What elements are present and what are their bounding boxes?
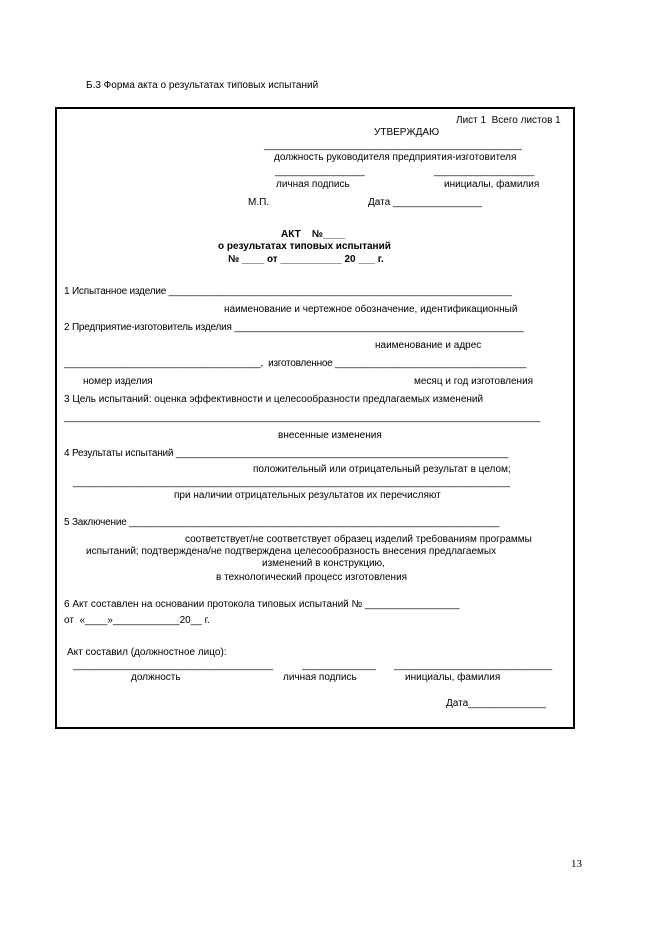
- page-number: 13: [571, 858, 582, 870]
- item-4-hint-2: при наличии отрицательных результатов их перечисляют: [174, 490, 441, 501]
- approver-signature-line: _________________: [275, 166, 365, 177]
- approver-position-line: _________________________________________________: [264, 140, 522, 151]
- compiler-date: Дата______________: [446, 698, 547, 709]
- item-5-text-3: изменений в конструкцию,: [262, 558, 385, 569]
- item-1-hint: наименование и чертежное обозначение, идентификационный: [224, 304, 518, 315]
- item-2: 2 Предприятие-изготовитель изделия ______________________________________________________: [64, 322, 524, 333]
- item-2-serial-line: _____________________________________, изготовленное ____________________________________: [64, 358, 527, 369]
- item-5: 5 Заключение _____________________________________________________________________: [64, 517, 500, 528]
- approve-date: Дата ________________: [368, 197, 482, 208]
- approver-signature-label: личная подпись: [276, 179, 350, 190]
- compiler-signature-line: ______________: [302, 660, 376, 671]
- item-1: 1 Испытанное изделие ________________________________________________________________: [64, 286, 512, 297]
- compiler-initials-line: ______________________________: [394, 660, 552, 671]
- approver-initials-label: инициалы, фамилия: [444, 179, 540, 190]
- item-5-text-2: испытаний; подтверждена/не подтверждена целесообразность внесения предлагаемых: [86, 546, 497, 557]
- item-4-hint: положительный или отрицательный результат в целом;: [253, 464, 511, 475]
- stamp-label: М.П.: [248, 197, 270, 208]
- item-5-text-1: соответствует/не соответствует образец изделий требованиям программы: [185, 534, 532, 545]
- item-6-from: от «____»____________20__ г.: [64, 615, 210, 626]
- compiler-position-label: должность: [131, 672, 181, 683]
- compiled-by: Акт составил (должностное лицо):: [67, 647, 227, 658]
- compiler-initials-label: инициалы, фамилия: [405, 672, 501, 683]
- item-2-date-label: месяц и год изготовления: [414, 376, 534, 387]
- act-title: АКТ №____: [281, 229, 346, 240]
- item-2-hint: наименование и адрес: [375, 340, 482, 351]
- approve-title: УТВЕРЖДАЮ: [374, 127, 440, 138]
- approver-position-label: должность руководителя предприятия-изготовителя: [274, 152, 517, 163]
- approver-initials-line: ___________________: [434, 166, 534, 177]
- item-4: 4 Результаты испытаний ______________________________________________________________: [64, 448, 509, 459]
- compiler-signature-label: личная подпись: [283, 672, 357, 683]
- item-3-line: ________________________________________________________________________________________: [64, 412, 541, 423]
- compiler-position-line: ______________________________________: [73, 660, 273, 671]
- item-3: 3 Цель испытаний: оценка эффективности и целесообразности предлагаемых изменений: [64, 394, 484, 405]
- item-5-text-4: в технологический процесс изготовления: [216, 572, 408, 583]
- item-3-hint: внесенные изменения: [278, 430, 382, 441]
- form-caption: Б.3 Форма акта о результатах типовых испытаний: [86, 80, 319, 91]
- act-number-date: № ____ от ___________ 20 ___ г.: [228, 254, 384, 265]
- item-2-serial-label: номер изделия: [83, 376, 153, 387]
- act-subtitle: о результатах типовых испытаний: [218, 241, 391, 252]
- sheet-count: Лист 1 Всего листов 1: [456, 115, 561, 126]
- item-6: 6 Акт составлен на основании протокола типовых испытаний № _________________: [64, 599, 460, 610]
- item-4-line: ________________________________________________________________________________: [73, 477, 510, 488]
